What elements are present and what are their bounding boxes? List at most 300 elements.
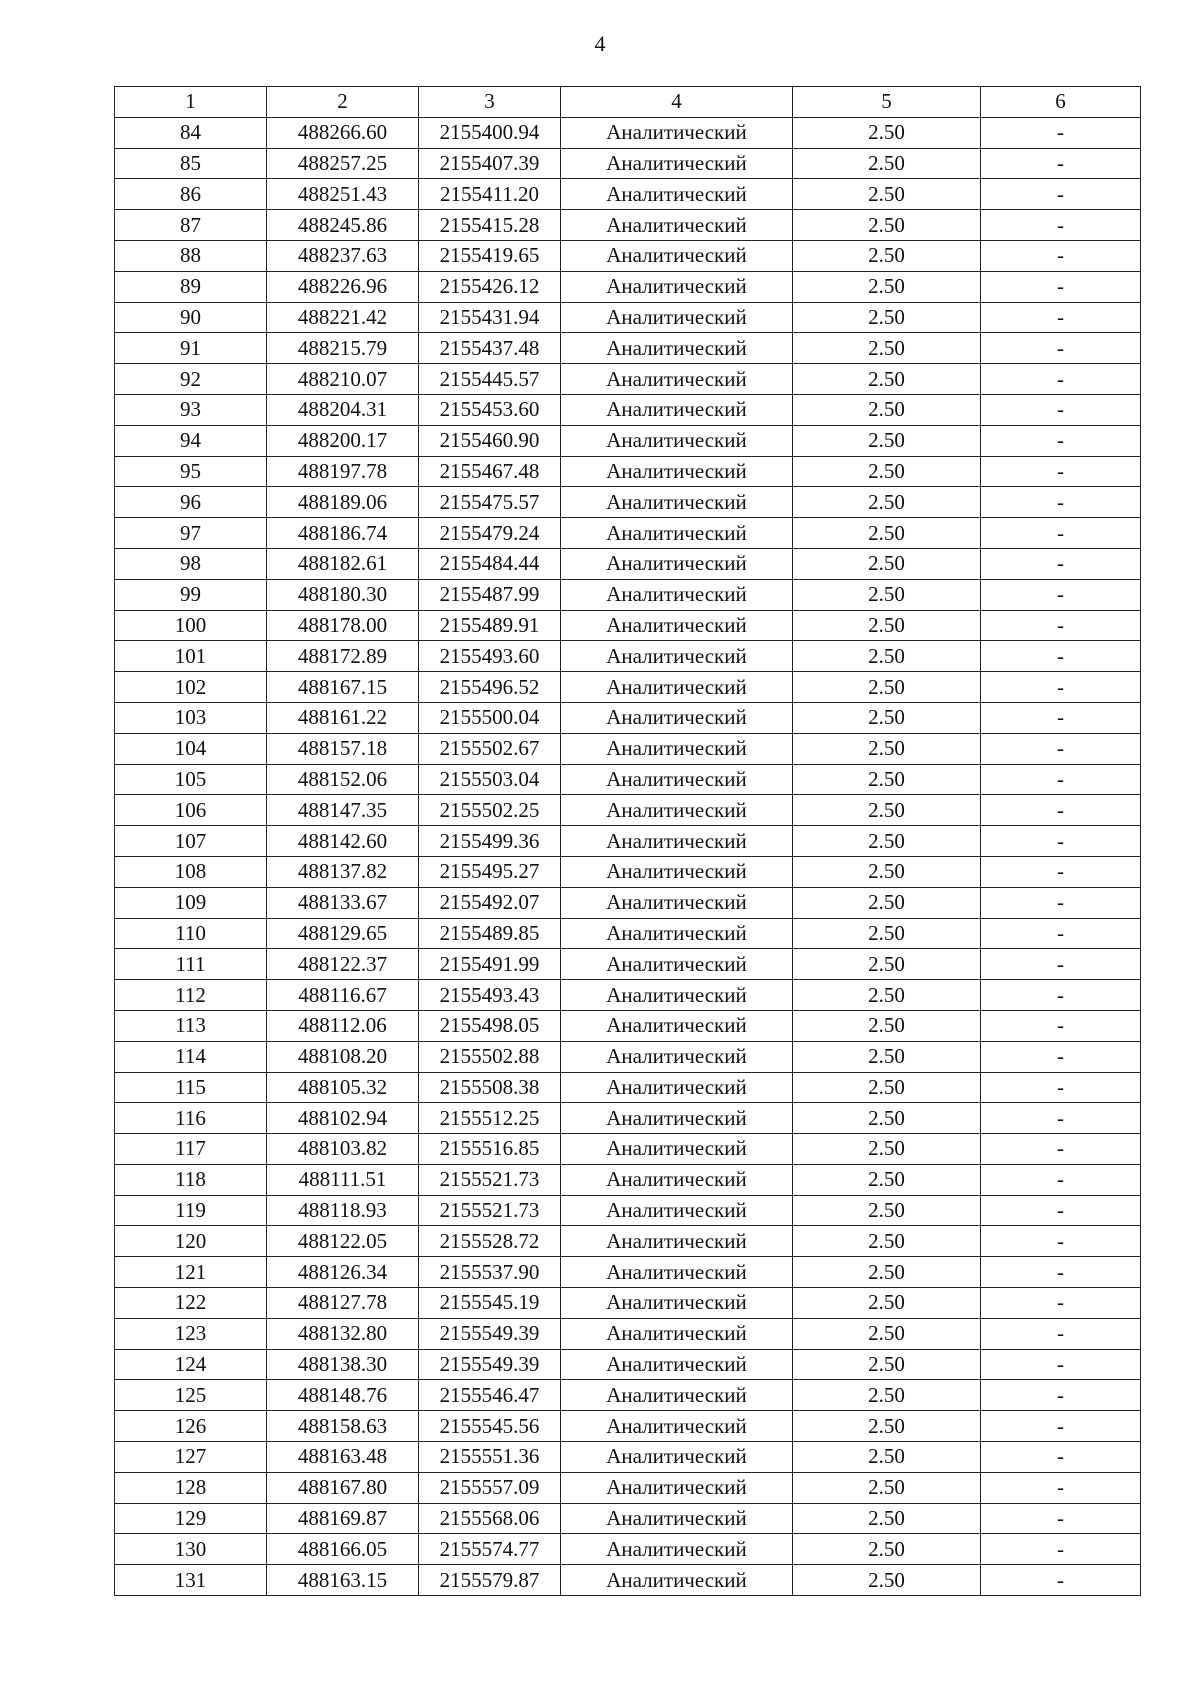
x-coordinate-cell: 488167.80 [267,1472,419,1503]
x-coordinate-cell: 488137.82 [267,856,419,887]
description-cell: - [981,518,1141,549]
accuracy-cell: 2.50 [793,579,981,610]
accuracy-cell: 2.50 [793,1072,981,1103]
x-coordinate-cell: 488189.06 [267,487,419,518]
method-cell: Аналитический [561,1072,793,1103]
x-coordinate-cell: 488148.76 [267,1380,419,1411]
y-coordinate-cell: 2155487.99 [419,579,561,610]
accuracy-cell: 2.50 [793,1134,981,1165]
point-number-cell: 115 [115,1072,267,1103]
y-coordinate-cell: 2155508.38 [419,1072,561,1103]
x-coordinate-cell: 488226.96 [267,271,419,302]
accuracy-cell: 2.50 [793,1565,981,1596]
table-row [115,425,1141,456]
description-cell: - [981,1195,1141,1226]
description-cell: - [981,579,1141,610]
header-cell-6: 6 [981,87,1141,118]
x-coordinate-cell: 488200.17 [267,425,419,456]
point-number-cell: 120 [115,1226,267,1257]
y-coordinate-cell: 2155528.72 [419,1226,561,1257]
x-coordinate-cell: 488169.87 [267,1503,419,1534]
x-coordinate-cell: 488157.18 [267,733,419,764]
x-coordinate-cell: 488266.60 [267,117,419,148]
y-coordinate-cell: 2155549.39 [419,1318,561,1349]
x-coordinate-cell: 488167.15 [267,672,419,703]
y-coordinate-cell: 2155521.73 [419,1164,561,1195]
description-cell: - [981,302,1141,333]
accuracy-cell: 2.50 [793,487,981,518]
description-cell: - [981,733,1141,764]
method-cell: Аналитический [561,1226,793,1257]
x-coordinate-cell: 488197.78 [267,456,419,487]
x-coordinate-cell: 488103.82 [267,1134,419,1165]
table-row [115,1134,1141,1165]
accuracy-cell: 2.50 [793,826,981,857]
method-cell: Аналитический [561,641,793,672]
point-number-cell: 116 [115,1103,267,1134]
table-row [115,210,1141,241]
method-cell: Аналитический [561,1134,793,1165]
description-cell: - [981,1349,1141,1380]
description-cell: - [981,672,1141,703]
method-cell: Аналитический [561,887,793,918]
description-cell: - [981,1072,1141,1103]
header-cell-3: 3 [419,87,561,118]
x-coordinate-cell: 488210.07 [267,364,419,395]
x-coordinate-cell: 488122.05 [267,1226,419,1257]
x-coordinate-cell: 488161.22 [267,702,419,733]
description-cell: - [981,764,1141,795]
x-coordinate-cell: 488180.30 [267,579,419,610]
y-coordinate-cell: 2155460.90 [419,425,561,456]
accuracy-cell: 2.50 [793,364,981,395]
description-cell: - [981,1380,1141,1411]
header-cell-5: 5 [793,87,981,118]
accuracy-cell: 2.50 [793,1257,981,1288]
accuracy-cell: 2.50 [793,456,981,487]
point-number-cell: 93 [115,394,267,425]
y-coordinate-cell: 2155407.39 [419,148,561,179]
y-coordinate-cell: 2155400.94 [419,117,561,148]
table-row [115,795,1141,826]
point-number-cell: 85 [115,148,267,179]
accuracy-cell: 2.50 [793,179,981,210]
method-cell: Аналитический [561,394,793,425]
accuracy-cell: 2.50 [793,764,981,795]
x-coordinate-cell: 488166.05 [267,1534,419,1565]
method-cell: Аналитический [561,1534,793,1565]
table-row [115,240,1141,271]
y-coordinate-cell: 2155498.05 [419,1010,561,1041]
table-row [115,672,1141,703]
x-coordinate-cell: 488182.61 [267,548,419,579]
method-cell: Аналитический [561,548,793,579]
table-row [115,456,1141,487]
point-number-cell: 91 [115,333,267,364]
point-number-cell: 89 [115,271,267,302]
description-cell: - [981,1226,1141,1257]
y-coordinate-cell: 2155496.52 [419,672,561,703]
point-number-cell: 122 [115,1288,267,1319]
x-coordinate-cell: 488158.63 [267,1411,419,1442]
table-row [115,302,1141,333]
accuracy-cell: 2.50 [793,795,981,826]
x-coordinate-cell: 488108.20 [267,1041,419,1072]
accuracy-cell: 2.50 [793,856,981,887]
accuracy-cell: 2.50 [793,1226,981,1257]
method-cell: Аналитический [561,795,793,826]
method-cell: Аналитический [561,610,793,641]
description-cell: - [981,610,1141,641]
method-cell: Аналитический [561,456,793,487]
method-cell: Аналитический [561,333,793,364]
y-coordinate-cell: 2155551.36 [419,1442,561,1473]
x-coordinate-cell: 488127.78 [267,1288,419,1319]
table-row [115,610,1141,641]
method-cell: Аналитический [561,240,793,271]
point-number-cell: 106 [115,795,267,826]
description-cell: - [981,333,1141,364]
description-cell: - [981,364,1141,395]
point-number-cell: 124 [115,1349,267,1380]
method-cell: Аналитический [561,518,793,549]
method-cell: Аналитический [561,672,793,703]
method-cell: Аналитический [561,1380,793,1411]
point-number-cell: 92 [115,364,267,395]
y-coordinate-cell: 2155445.57 [419,364,561,395]
point-number-cell: 105 [115,764,267,795]
description-cell: - [981,548,1141,579]
y-coordinate-cell: 2155502.25 [419,795,561,826]
accuracy-cell: 2.50 [793,1195,981,1226]
y-coordinate-cell: 2155489.85 [419,918,561,949]
x-coordinate-cell: 488172.89 [267,641,419,672]
x-coordinate-cell: 488152.06 [267,764,419,795]
y-coordinate-cell: 2155557.09 [419,1472,561,1503]
x-coordinate-cell: 488251.43 [267,179,419,210]
x-coordinate-cell: 488221.42 [267,302,419,333]
y-coordinate-cell: 2155479.24 [419,518,561,549]
point-number-cell: 98 [115,548,267,579]
point-number-cell: 131 [115,1565,267,1596]
point-number-cell: 119 [115,1195,267,1226]
y-coordinate-cell: 2155549.39 [419,1349,561,1380]
y-coordinate-cell: 2155419.65 [419,240,561,271]
method-cell: Аналитический [561,1503,793,1534]
table-row [115,1288,1141,1319]
header-cell-1: 1 [115,87,267,118]
table-row [115,1257,1141,1288]
x-coordinate-cell: 488142.60 [267,826,419,857]
table-row [115,1226,1141,1257]
table-row [115,394,1141,425]
description-cell: - [981,117,1141,148]
accuracy-cell: 2.50 [793,117,981,148]
table-row [115,518,1141,549]
description-cell: - [981,1534,1141,1565]
point-number-cell: 90 [115,302,267,333]
y-coordinate-cell: 2155411.20 [419,179,561,210]
accuracy-cell: 2.50 [793,394,981,425]
description-cell: - [981,425,1141,456]
y-coordinate-cell: 2155492.07 [419,887,561,918]
y-coordinate-cell: 2155493.43 [419,980,561,1011]
point-number-cell: 117 [115,1134,267,1165]
table-row [115,980,1141,1011]
method-cell: Аналитический [561,1288,793,1319]
point-number-cell: 97 [115,518,267,549]
method-cell: Аналитический [561,826,793,857]
y-coordinate-cell: 2155579.87 [419,1565,561,1596]
accuracy-cell: 2.50 [793,1103,981,1134]
x-coordinate-cell: 488122.37 [267,949,419,980]
table-row [115,764,1141,795]
y-coordinate-cell: 2155453.60 [419,394,561,425]
y-coordinate-cell: 2155568.06 [419,1503,561,1534]
description-cell: - [981,641,1141,672]
method-cell: Аналитический [561,702,793,733]
y-coordinate-cell: 2155545.19 [419,1288,561,1319]
method-cell: Аналитический [561,1318,793,1349]
table-row [115,117,1141,148]
accuracy-cell: 2.50 [793,702,981,733]
x-coordinate-cell: 488118.93 [267,1195,419,1226]
y-coordinate-cell: 2155475.57 [419,487,561,518]
method-cell: Аналитический [561,1164,793,1195]
description-cell: - [981,1164,1141,1195]
table-row [115,733,1141,764]
accuracy-cell: 2.50 [793,1442,981,1473]
description-cell: - [981,1442,1141,1473]
x-coordinate-cell: 488126.34 [267,1257,419,1288]
description-cell: - [981,487,1141,518]
description-cell: - [981,1503,1141,1534]
x-coordinate-cell: 488105.32 [267,1072,419,1103]
point-number-cell: 118 [115,1164,267,1195]
point-number-cell: 107 [115,826,267,857]
description-cell: - [981,1472,1141,1503]
method-cell: Аналитический [561,1041,793,1072]
point-number-cell: 103 [115,702,267,733]
accuracy-cell: 2.50 [793,1041,981,1072]
point-number-cell: 128 [115,1472,267,1503]
table-row [115,548,1141,579]
x-coordinate-cell: 488186.74 [267,518,419,549]
method-cell: Аналитический [561,949,793,980]
page-number: 4 [594,31,606,56]
description-cell: - [981,240,1141,271]
table-row [115,1164,1141,1195]
x-coordinate-cell: 488163.48 [267,1442,419,1473]
table-row [115,1380,1141,1411]
accuracy-cell: 2.50 [793,610,981,641]
description-cell: - [981,1010,1141,1041]
method-cell: Аналитический [561,1472,793,1503]
x-coordinate-cell: 488111.51 [267,1164,419,1195]
point-number-cell: 104 [115,733,267,764]
description-cell: - [981,795,1141,826]
table-row [115,487,1141,518]
x-coordinate-cell: 488133.67 [267,887,419,918]
point-number-cell: 95 [115,456,267,487]
method-cell: Аналитический [561,1257,793,1288]
table-row [115,1503,1141,1534]
y-coordinate-cell: 2155431.94 [419,302,561,333]
point-number-cell: 87 [115,210,267,241]
y-coordinate-cell: 2155574.77 [419,1534,561,1565]
accuracy-cell: 2.50 [793,672,981,703]
table-row [115,148,1141,179]
table-row [115,1472,1141,1503]
y-coordinate-cell: 2155500.04 [419,702,561,733]
x-coordinate-cell: 488178.00 [267,610,419,641]
table-row [115,1534,1141,1565]
accuracy-cell: 2.50 [793,980,981,1011]
table-header [115,87,1141,118]
description-cell: - [981,702,1141,733]
y-coordinate-cell: 2155503.04 [419,764,561,795]
point-number-cell: 102 [115,672,267,703]
y-coordinate-cell: 2155516.85 [419,1134,561,1165]
method-cell: Аналитический [561,918,793,949]
method-cell: Аналитический [561,856,793,887]
method-cell: Аналитический [561,1411,793,1442]
method-cell: Аналитический [561,271,793,302]
method-cell: Аналитический [561,364,793,395]
table-row [115,702,1141,733]
x-coordinate-cell: 488116.67 [267,980,419,1011]
method-cell: Аналитический [561,1195,793,1226]
description-cell: - [981,826,1141,857]
table-row [115,1442,1141,1473]
accuracy-cell: 2.50 [793,148,981,179]
point-number-cell: 113 [115,1010,267,1041]
accuracy-cell: 2.50 [793,548,981,579]
table-row [115,271,1141,302]
point-number-cell: 100 [115,610,267,641]
description-cell: - [981,1041,1141,1072]
table-row [115,179,1141,210]
method-cell: Аналитический [561,302,793,333]
method-cell: Аналитический [561,148,793,179]
accuracy-cell: 2.50 [793,1380,981,1411]
y-coordinate-cell: 2155437.48 [419,333,561,364]
accuracy-cell: 2.50 [793,302,981,333]
point-number-cell: 86 [115,179,267,210]
table-row [115,887,1141,918]
y-coordinate-cell: 2155499.36 [419,826,561,857]
accuracy-cell: 2.50 [793,918,981,949]
table-row [115,1010,1141,1041]
point-number-cell: 99 [115,579,267,610]
x-coordinate-cell: 488129.65 [267,918,419,949]
description-cell: - [981,887,1141,918]
point-number-cell: 127 [115,1442,267,1473]
point-number-cell: 94 [115,425,267,456]
y-coordinate-cell: 2155502.88 [419,1041,561,1072]
y-coordinate-cell: 2155521.73 [419,1195,561,1226]
point-number-cell: 96 [115,487,267,518]
description-cell: - [981,1257,1141,1288]
method-cell: Аналитический [561,1442,793,1473]
accuracy-cell: 2.50 [793,271,981,302]
description-cell: - [981,456,1141,487]
table-row [115,364,1141,395]
point-number-cell: 110 [115,918,267,949]
y-coordinate-cell: 2155537.90 [419,1257,561,1288]
method-cell: Аналитический [561,1010,793,1041]
accuracy-cell: 2.50 [793,1164,981,1195]
description-cell: - [981,1103,1141,1134]
point-number-cell: 111 [115,949,267,980]
x-coordinate-cell: 488132.80 [267,1318,419,1349]
table-row [115,1318,1141,1349]
point-number-cell: 88 [115,240,267,271]
point-number-cell: 108 [115,856,267,887]
description-cell: - [981,148,1141,179]
y-coordinate-cell: 2155512.25 [419,1103,561,1134]
description-cell: - [981,918,1141,949]
accuracy-cell: 2.50 [793,425,981,456]
table-row [115,918,1141,949]
y-coordinate-cell: 2155546.47 [419,1380,561,1411]
x-coordinate-cell: 488112.06 [267,1010,419,1041]
description-cell: - [981,1318,1141,1349]
table-row [115,949,1141,980]
header-cell-4: 4 [561,87,793,118]
x-coordinate-cell: 488102.94 [267,1103,419,1134]
method-cell: Аналитический [561,117,793,148]
accuracy-cell: 2.50 [793,1411,981,1442]
y-coordinate-cell: 2155495.27 [419,856,561,887]
method-cell: Аналитический [561,980,793,1011]
x-coordinate-cell: 488147.35 [267,795,419,826]
table-row [115,1072,1141,1103]
x-coordinate-cell: 488257.25 [267,148,419,179]
accuracy-cell: 2.50 [793,333,981,364]
point-number-cell: 125 [115,1380,267,1411]
header-row [115,87,1141,118]
accuracy-cell: 2.50 [793,210,981,241]
method-cell: Аналитический [561,764,793,795]
point-number-cell: 101 [115,641,267,672]
y-coordinate-cell: 2155545.56 [419,1411,561,1442]
accuracy-cell: 2.50 [793,1349,981,1380]
method-cell: Аналитический [561,1103,793,1134]
accuracy-cell: 2.50 [793,1318,981,1349]
table-row [115,1103,1141,1134]
description-cell: - [981,179,1141,210]
point-number-cell: 114 [115,1041,267,1072]
accuracy-cell: 2.50 [793,1010,981,1041]
accuracy-cell: 2.50 [793,887,981,918]
description-cell: - [981,210,1141,241]
y-coordinate-cell: 2155426.12 [419,271,561,302]
point-number-cell: 121 [115,1257,267,1288]
x-coordinate-cell: 488138.30 [267,1349,419,1380]
x-coordinate-cell: 488204.31 [267,394,419,425]
accuracy-cell: 2.50 [793,1288,981,1319]
x-coordinate-cell: 488215.79 [267,333,419,364]
accuracy-cell: 2.50 [793,240,981,271]
description-cell: - [981,1411,1141,1442]
method-cell: Аналитический [561,487,793,518]
method-cell: Аналитический [561,179,793,210]
method-cell: Аналитический [561,210,793,241]
table-row [115,1411,1141,1442]
x-coordinate-cell: 488237.63 [267,240,419,271]
method-cell: Аналитический [561,579,793,610]
